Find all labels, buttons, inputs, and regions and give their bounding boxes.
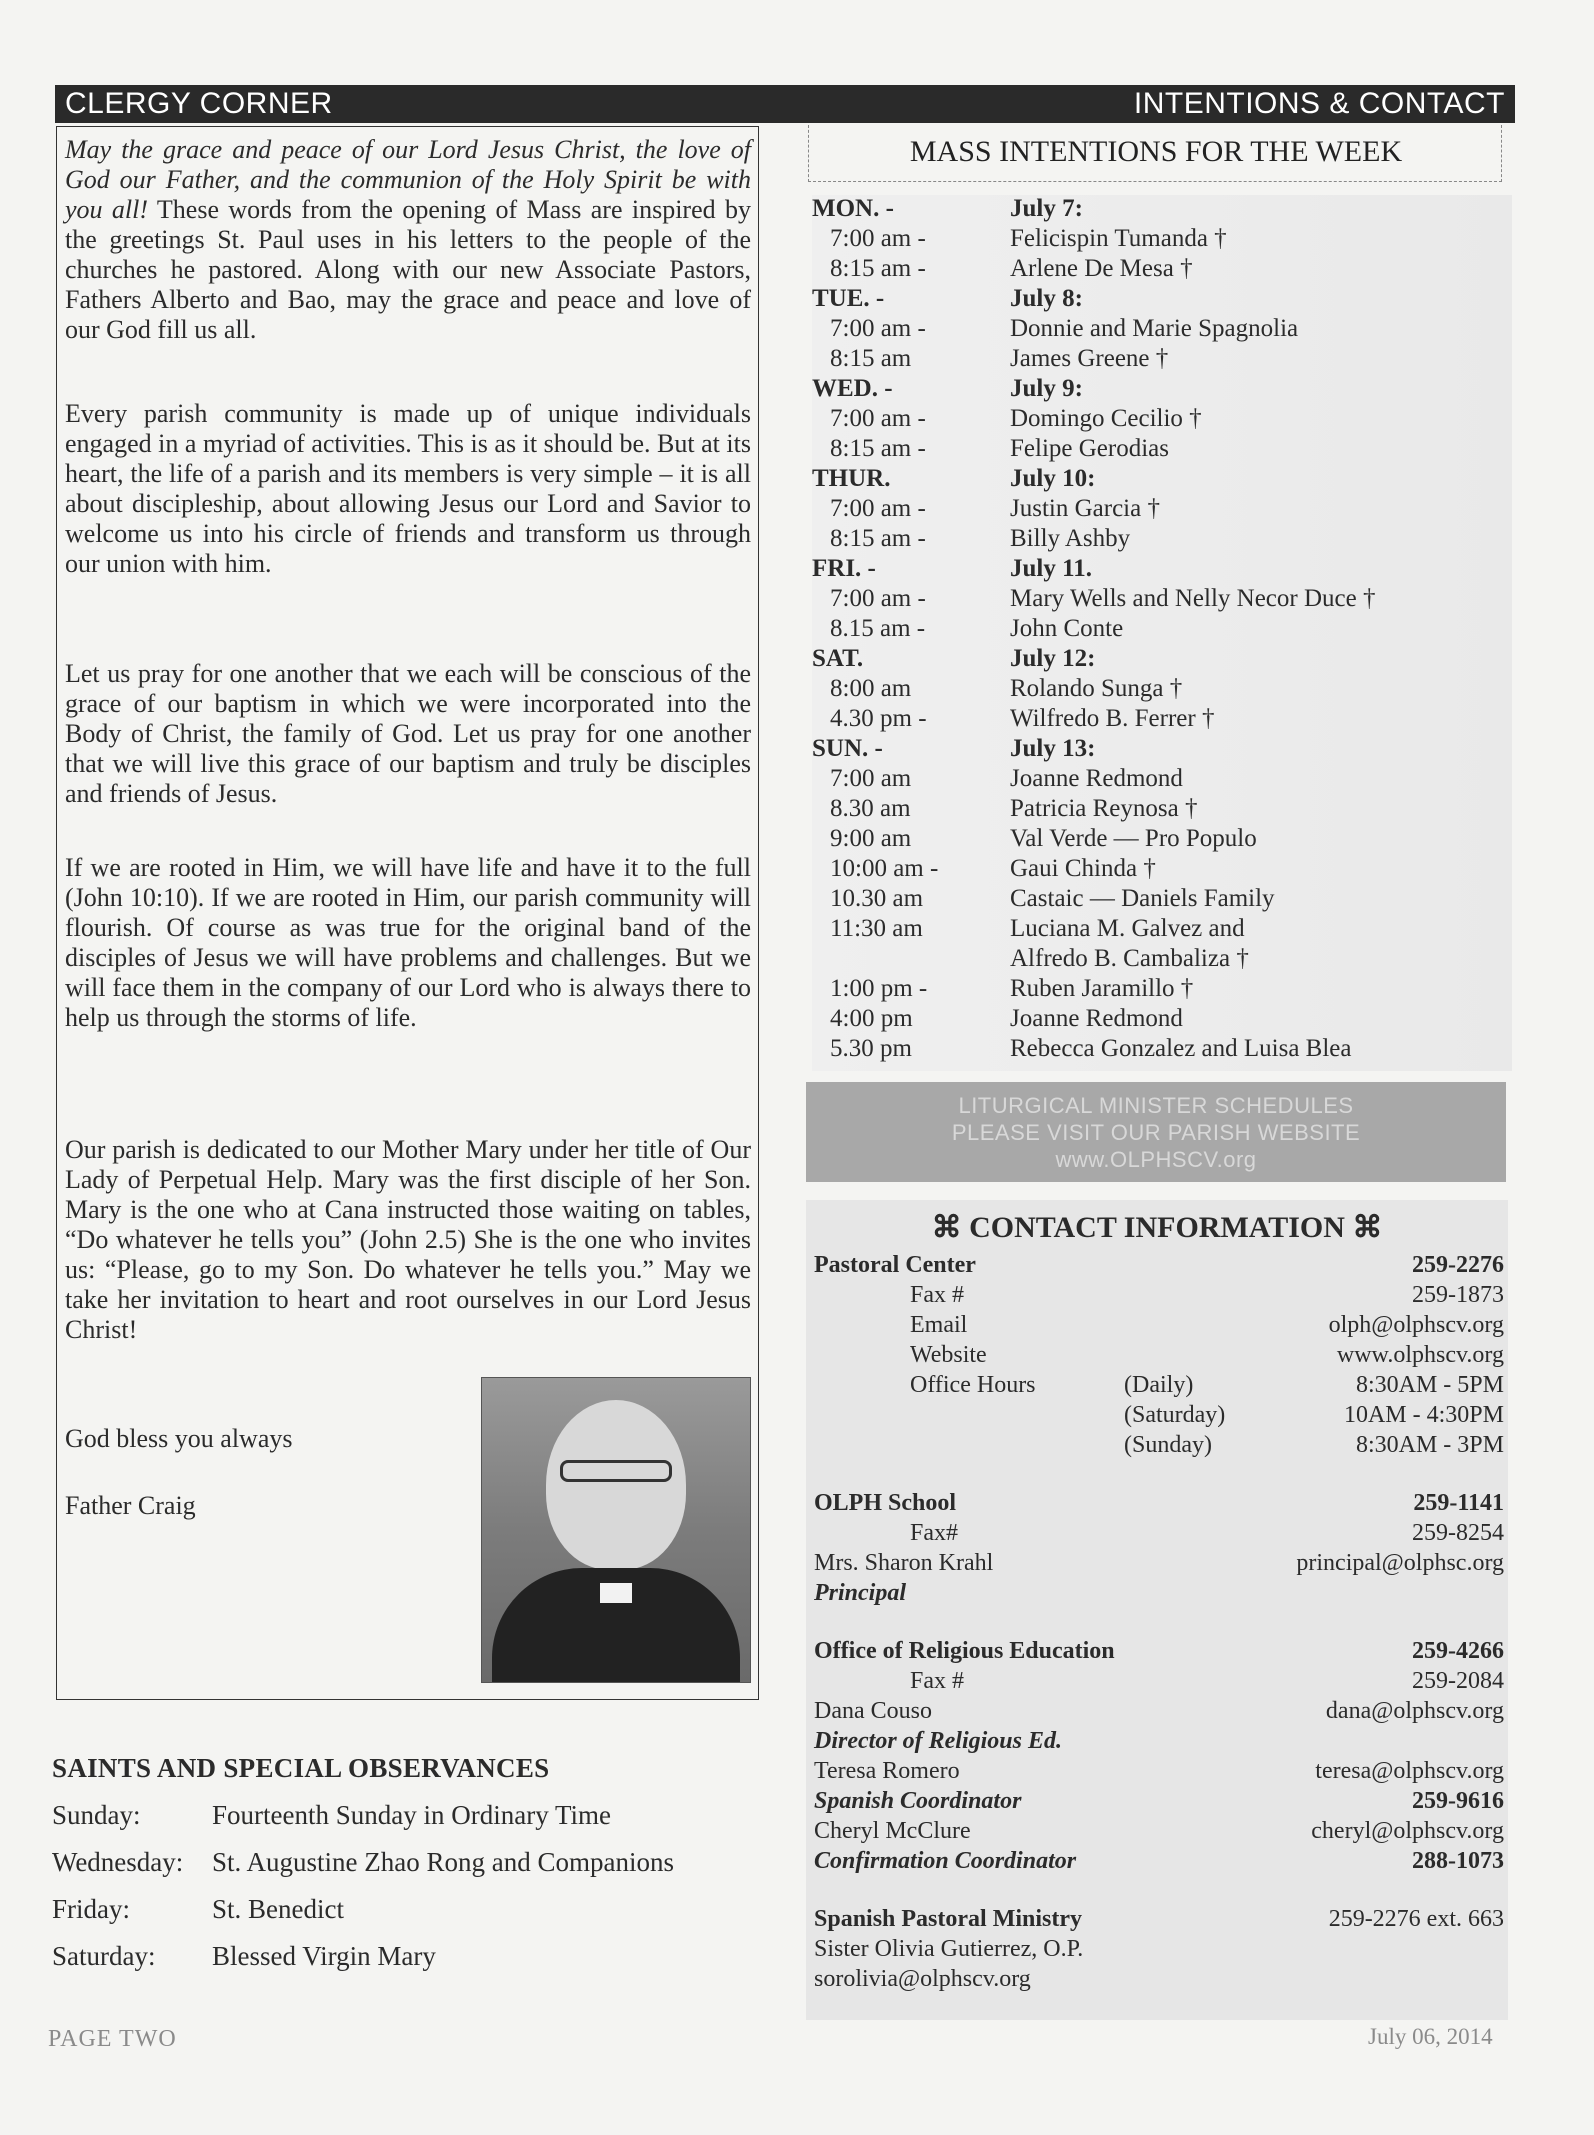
mass-intention-row <box>812 765 1512 795</box>
mass-intentions-header <box>808 125 1502 182</box>
contact-row <box>806 1402 1508 1432</box>
mass-time: 4:00 pm <box>830 1005 913 1032</box>
contact-row <box>806 1342 1508 1372</box>
saint-observance: St. Benedict <box>212 1894 344 1924</box>
contact-label: Email <box>910 1312 968 1338</box>
mass-intention-row <box>812 345 1512 375</box>
contact-label: Spanish Coordinator <box>814 1788 1022 1814</box>
contact-row <box>806 1520 1508 1550</box>
contact-value: 10AM - 4:30PM <box>1343 1402 1504 1428</box>
contact-link[interactable]: dana@olphscv.org <box>1325 1698 1504 1724</box>
contact-label: sorolivia@olphscv.org <box>814 1966 1031 1992</box>
mass-intention-name: Joanne Redmond <box>1010 1005 1183 1032</box>
contact-row <box>806 1788 1508 1818</box>
contact-label: Cheryl McClure <box>814 1818 971 1844</box>
clergy-paragraph-5: Our parish is dedicated to our Mother Mary under her title of Our Lady of Perpetual Help. Mary was the first disciple of her Son. Mary is the one who at Cana instructed those waiting on tables, “Do whatever he tells you” (John 2.5) She is the one who invites us: “Please, go to my Son. Do whatever he tells you.” May we take her invitation to heart and root ourselves in our Lord Jesus Christ! <box>65 1135 751 1344</box>
mass-intention-name: Justin Garcia † <box>1010 495 1160 522</box>
mass-intention-row <box>812 315 1512 345</box>
mass-time: 8:15 am - <box>830 435 926 462</box>
saint-observance: Blessed Virgin Mary <box>212 1941 436 1971</box>
mass-day-row <box>812 465 1512 495</box>
liturgical-schedule-notice <box>806 1082 1506 1182</box>
mass-date: July 11. <box>1010 555 1092 582</box>
contact-row <box>806 1906 1508 1936</box>
mass-intention-name: Rolando Sunga † <box>1010 675 1183 702</box>
mass-day: FRI. - <box>812 555 876 582</box>
contact-label: Dana Couso <box>814 1698 932 1724</box>
saint-day: Friday: <box>52 1894 130 1924</box>
mass-intention-row <box>812 405 1512 435</box>
mass-day: THUR. <box>812 465 891 492</box>
contact-row <box>806 1432 1508 1462</box>
pastor-photo <box>481 1377 751 1683</box>
mass-date: July 8: <box>1010 285 1083 312</box>
mass-intention-name: Felicispin Tumanda † <box>1010 225 1227 252</box>
mass-intention-name: Patricia Reynosa † <box>1010 795 1198 822</box>
saints-heading: SAINTS AND SPECIAL OBSERVANCES <box>52 1753 550 1783</box>
contact-row <box>806 1312 1508 1342</box>
mass-time: 11:30 am <box>830 915 923 942</box>
contact-label: Director of Religious Ed. <box>814 1728 1063 1754</box>
liturgy-line-1: LITURGICAL MINISTER SCHEDULES <box>958 1093 1354 1118</box>
mass-day: WED. - <box>812 375 893 402</box>
saint-row <box>52 1790 752 1837</box>
mass-intention-row <box>812 495 1512 525</box>
contact-label: Website <box>910 1342 987 1368</box>
mass-intention-name: Mary Wells and Nelly Necor Duce † <box>1010 585 1376 612</box>
clergy-corner-box <box>56 126 759 1700</box>
mass-intention-name: Alfredo B. Cambaliza † <box>1010 945 1249 972</box>
mass-intention-name: Ruben Jaramillo † <box>1010 975 1194 1002</box>
clergy-paragraph-2: Every parish community is made up of unique individuals engaged in a myriad of activities. This is as it should be. But at its heart, the life of a parish and its members is very simple – it is all about discipleship, about allowing Jesus our Lord and Savior to welcome us into his circle of friends and transform us through our union with him. <box>65 399 751 578</box>
saint-observance: Fourteenth Sunday in Ordinary Time <box>212 1800 611 1830</box>
contact-label: Principal <box>814 1580 907 1606</box>
mass-time: 7:00 am - <box>830 225 926 252</box>
saint-day: Wednesday: <box>52 1847 184 1877</box>
mass-intention-name: Val Verde — Pro Populo <box>1010 825 1257 852</box>
mass-date: July 7: <box>1010 195 1083 222</box>
contact-row <box>806 1818 1508 1848</box>
contact-row <box>806 1580 1508 1610</box>
contact-label: Pastoral Center <box>814 1252 976 1278</box>
mass-intention-row <box>812 1035 1512 1065</box>
contact-link[interactable]: cheryl@olphscv.org <box>1311 1818 1504 1844</box>
contact-value: 8:30AM - 5PM <box>1355 1372 1504 1398</box>
mass-time: 7:00 am - <box>830 405 926 432</box>
mass-intention-name: Billy Ashby <box>1010 525 1131 552</box>
clergy-paragraph-4: If we are rooted in Him, we will have life and have it to the full (John 10:10). If we are rooted in Him, our parish community will flourish. Of course as was true for the original band of the disciples of Jesus we will have problems and challenges. But we will face them in the company of our Lord who is always there to help us through the storms of life. <box>65 853 751 1032</box>
saint-row <box>52 1884 752 1931</box>
mass-intention-name: Luciana M. Galvez and <box>1010 915 1245 942</box>
mass-day: MON. - <box>812 195 894 222</box>
mass-intention-name: John Conte <box>1010 615 1124 642</box>
contact-link[interactable]: principal@olphsc.org <box>1296 1550 1504 1576</box>
mass-time: 7:00 am - <box>830 495 926 522</box>
contact-label: Mrs. Sharon Krahl <box>814 1550 994 1576</box>
mass-day: TUE. - <box>812 285 885 312</box>
mass-intention-row <box>812 945 1512 975</box>
office-hours-day: (Saturday) <box>1124 1402 1226 1428</box>
mass-time: 9:00 am <box>830 825 912 852</box>
mass-day-row <box>812 645 1512 675</box>
mass-date: July 9: <box>1010 375 1083 402</box>
saint-day: Saturday: <box>52 1941 156 1971</box>
mass-time: 7:00 am - <box>830 585 926 612</box>
contact-value: 259-2084 <box>1412 1668 1504 1694</box>
contact-link[interactable]: www.olphscv.org <box>1336 1342 1504 1368</box>
mass-intention-row <box>812 975 1512 1005</box>
clergy-paragraph-1 <box>65 135 751 345</box>
mass-intention-name: Donnie and Marie Spagnolia <box>1010 315 1299 342</box>
saints-list <box>52 1790 752 1978</box>
mass-intentions-list <box>812 195 1512 1071</box>
saint-day: Sunday: <box>52 1800 141 1830</box>
mass-intention-row <box>812 525 1512 555</box>
clergy-paragraph-3: Let us pray for one another that we each will be conscious of the grace of our baptism in which we were incorporated into the Body of Christ, the family of God. Let us pray for one another that we will live this grace of our baptism and truly be disciples and friends of Jesus. <box>65 659 751 808</box>
mass-intention-name: Arlene De Mesa † <box>1010 255 1193 282</box>
mass-intention-name: Wilfredo B. Ferrer † <box>1010 705 1215 732</box>
mass-intention-row <box>812 1005 1512 1035</box>
mass-date: July 12: <box>1010 645 1096 672</box>
mass-time: 8.15 am - <box>830 615 926 642</box>
contact-row <box>806 1966 1508 1996</box>
office-hours-day: (Sunday) <box>1124 1432 1212 1458</box>
mass-day-row <box>812 555 1512 585</box>
mass-time: 7:00 am - <box>830 315 926 342</box>
clergy-corner-heading: CLERGY CORNER <box>65 87 333 120</box>
contact-row <box>806 1282 1508 1312</box>
mass-intention-name: Castaic — Daniels Family <box>1010 885 1275 912</box>
intentions-contact-heading: INTENTIONS & CONTACT <box>1133 87 1505 120</box>
saint-row <box>52 1837 752 1884</box>
mass-intention-row <box>812 855 1512 885</box>
issue-date: July 06, 2014 <box>1368 2024 1493 2049</box>
liturgy-website-link[interactable]: www.OLPHSCV.org <box>1055 1147 1257 1172</box>
mass-day-row <box>812 375 1512 405</box>
liturgy-line-2: PLEASE VISIT OUR PARISH WEBSITE <box>951 1120 1361 1145</box>
contact-label: OLPH School <box>814 1490 957 1516</box>
mass-intention-row <box>812 435 1512 465</box>
mass-time: 8:15 am <box>830 345 912 372</box>
opening-greeting: May the grace and peace of our Lord Jesus Christ, the love of God our Father, and the communion of the Holy Spirit be with you all! <box>65 135 751 224</box>
contact-value: 259-8254 <box>1412 1520 1504 1546</box>
contact-label: Spanish Pastoral Ministry <box>814 1906 1083 1932</box>
mass-intention-row <box>812 225 1512 255</box>
mass-intention-name: Felipe Gerodias <box>1010 435 1169 462</box>
signature-line: Father Craig <box>65 1491 196 1520</box>
mass-time: 10.30 am <box>830 885 924 912</box>
mass-time: 8:15 am - <box>830 255 926 282</box>
contact-row <box>806 1668 1508 1698</box>
contact-value: 259-1141 <box>1413 1490 1504 1516</box>
mass-day-row <box>812 735 1512 765</box>
mass-time: 8:15 am - <box>830 525 926 552</box>
mass-day-row <box>812 285 1512 315</box>
mass-intention-row <box>812 255 1512 285</box>
contact-link[interactable]: olph@olphscv.org <box>1328 1312 1504 1338</box>
contact-row <box>806 1758 1508 1788</box>
mass-intention-name: Joanne Redmond <box>1010 765 1183 792</box>
contact-label: Office of Religious Education <box>814 1638 1115 1664</box>
page-number: PAGE TWO <box>48 2026 177 2052</box>
mass-day-row <box>812 195 1512 225</box>
mass-date: July 10: <box>1010 465 1096 492</box>
mass-time: 1:00 pm - <box>830 975 928 1002</box>
saint-row <box>52 1931 752 1978</box>
contact-row <box>806 1252 1508 1282</box>
mass-time: 10:00 am - <box>830 855 939 882</box>
contact-label: Fax # <box>910 1668 964 1694</box>
mass-time: 5.30 pm <box>830 1035 912 1062</box>
mass-intention-name: Rebecca Gonzalez and Luisa Blea <box>1010 1035 1352 1062</box>
contact-row <box>806 1372 1508 1402</box>
mass-intention-row <box>812 675 1512 705</box>
mass-day: SUN. - <box>812 735 883 762</box>
contact-link[interactable]: teresa@olphscv.org <box>1315 1758 1504 1784</box>
blessing-line: God bless you always <box>65 1424 293 1453</box>
contact-row <box>806 1936 1508 1966</box>
contact-value: 259-2276 ext. 663 <box>1328 1906 1504 1932</box>
mass-intention-row <box>812 585 1512 615</box>
contact-label: Teresa Romero <box>814 1758 960 1784</box>
mass-intention-row <box>812 915 1512 945</box>
contact-row <box>806 1490 1508 1520</box>
contact-value: 259-2276 <box>1412 1252 1504 1278</box>
mass-time: 8:00 am <box>830 675 912 702</box>
contact-information-box <box>806 1200 1508 2020</box>
mass-intention-row <box>812 615 1512 645</box>
contact-value: 288-1073 <box>1412 1848 1504 1874</box>
contact-row <box>806 1550 1508 1580</box>
mass-intention-name: James Greene † <box>1010 345 1169 372</box>
contact-value: 259-9616 <box>1412 1788 1504 1814</box>
contact-label: Office Hours <box>910 1372 1036 1398</box>
mass-intention-name: Domingo Cecilio † <box>1010 405 1202 432</box>
contact-label: Fax# <box>910 1520 958 1546</box>
mass-time: 8.30 am <box>830 795 911 822</box>
contact-row <box>806 1848 1508 1878</box>
mass-intentions-title: MASS INTENTIONS FOR THE WEEK <box>909 135 1403 168</box>
mass-day: SAT. <box>812 645 864 672</box>
section-banner <box>55 85 1515 123</box>
contact-value: 259-1873 <box>1412 1282 1504 1308</box>
contact-title: ⌘ CONTACT INFORMATION ⌘ <box>931 1211 1383 1244</box>
contact-row <box>806 1728 1508 1758</box>
contact-value: 259-4266 <box>1412 1638 1504 1664</box>
mass-time: 4.30 pm - <box>830 705 927 732</box>
mass-intention-row <box>812 705 1512 735</box>
mass-intention-row <box>812 795 1512 825</box>
opening-text: These words from the opening of Mass are inspired by the greetings St. Paul uses in his letters to the people of the churches he pastored. Along with our new Associate Pastors, Fathers Alberto and Bao, may the grace and peace and love of our God fill us all. <box>65 195 751 344</box>
contact-label: Sister Olivia Gutierrez, O.P. <box>814 1936 1084 1962</box>
contact-value: 8:30AM - 3PM <box>1355 1432 1504 1458</box>
contact-label: Fax # <box>910 1282 964 1308</box>
contact-label: Confirmation Coordinator <box>814 1848 1077 1874</box>
mass-intention-row <box>812 885 1512 915</box>
office-hours-day: (Daily) <box>1124 1372 1194 1398</box>
mass-time: 7:00 am <box>830 765 912 792</box>
mass-intention-row <box>812 825 1512 855</box>
contact-row <box>806 1638 1508 1668</box>
mass-intention-name: Gaui Chinda † <box>1010 855 1156 882</box>
mass-date: July 13: <box>1010 735 1096 762</box>
saint-observance: St. Augustine Zhao Rong and Companions <box>212 1847 674 1877</box>
contact-row <box>806 1698 1508 1728</box>
